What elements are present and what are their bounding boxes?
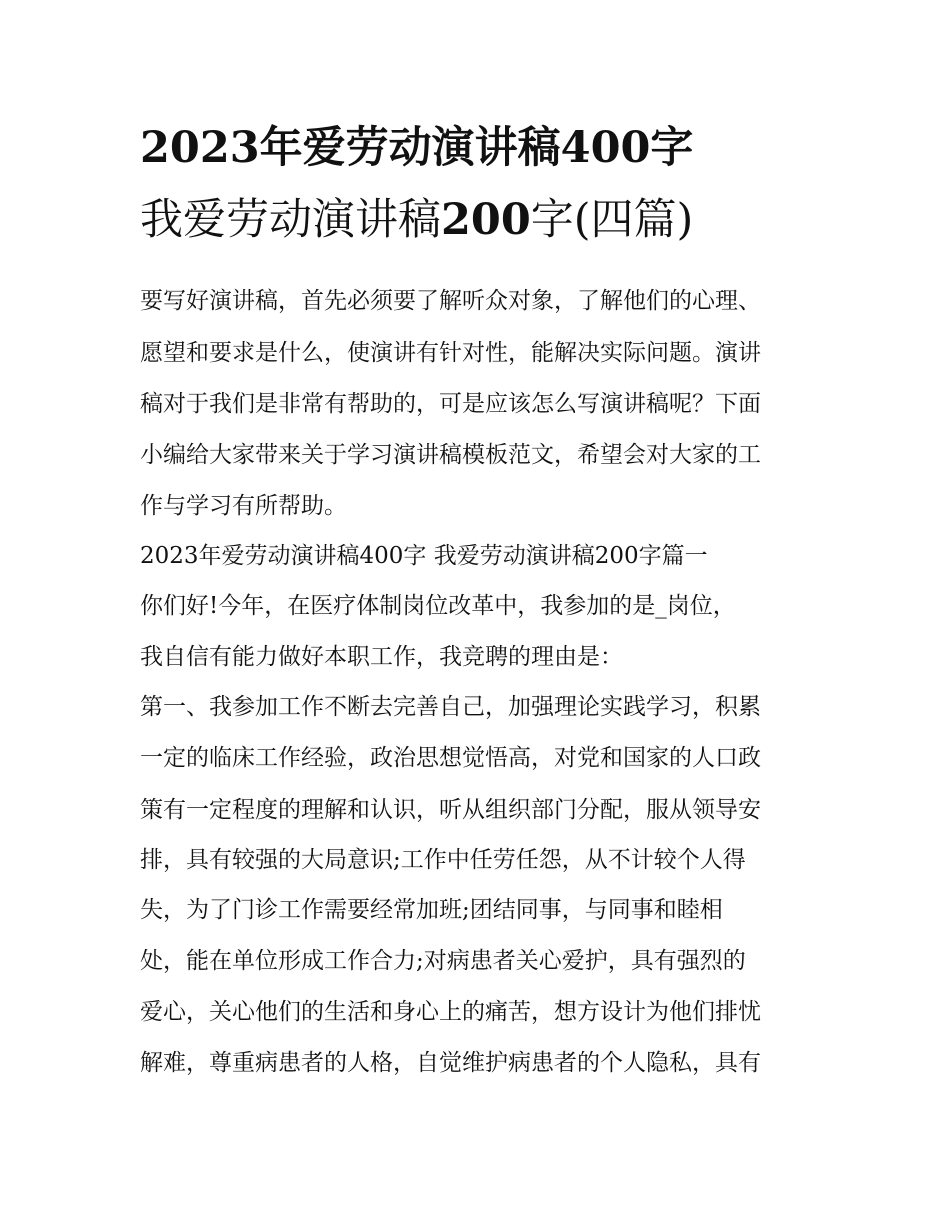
title-line-2-suffix: 字(四篇) bbox=[530, 195, 694, 245]
body-line: 一定的临床工作经验，政治思想觉悟高，对党和国家的人口政 bbox=[140, 745, 761, 771]
body-line: 稿对于我们是非常有帮助的，可是应该怎么写演讲稿呢？下面 bbox=[140, 391, 761, 417]
body-line: 排，具有较强的大局意识;工作中任劳任怨，从不计较个人得 bbox=[140, 847, 746, 873]
body-line: 作与学习有所帮助。 bbox=[140, 493, 347, 519]
body-line: 小编给大家带来关于学习演讲稿模板范文，希望会对大家的工 bbox=[140, 442, 761, 468]
body-line: 处，能在单位形成工作合力;对病患者关心爱护，具有强烈的 bbox=[140, 948, 746, 974]
body-line: 要写好演讲稿，首先必须要了解听众对象，了解他们的心理、 bbox=[140, 288, 761, 314]
body-line: 失，为了门诊工作需要经常加班;团结同事，与同事和睦相 bbox=[140, 897, 723, 923]
body-line: 爱心，关心他们的生活和身心上的痛苦，想方设计为他们排忧 bbox=[140, 999, 761, 1025]
title-line-2-prefix: 我爱劳动演讲稿 bbox=[140, 195, 441, 245]
section-heading: 2023年爱劳动演讲稿400字 我爱劳动演讲稿200字篇一 bbox=[140, 543, 708, 569]
body-line: 解难，尊重病患者的人格，自觉维护病患者的个人隐私，具有 bbox=[140, 1050, 761, 1076]
body-line: 我自信有能力做好本职工作，我竞聘的理由是： bbox=[140, 644, 623, 670]
title-line-2-number: 200 bbox=[441, 195, 531, 245]
title-line-2 bbox=[140, 184, 840, 256]
title-line-1: 2023年爱劳动演讲稿400字 bbox=[140, 123, 694, 173]
body-line: 策有一定程度的理解和认识，听从组织部门分配，服从领导安 bbox=[140, 797, 761, 823]
body-line: 愿望和要求是什么，使演讲有针对性，能解决实际问题。演讲 bbox=[140, 340, 761, 366]
body-line: 第一、我参加工作不断去完善自己，加强理论实践学习，积累 bbox=[140, 694, 761, 720]
body-line: 你们好!今年，在医疗体制岗位改革中，我参加的是_岗位， bbox=[140, 593, 736, 619]
